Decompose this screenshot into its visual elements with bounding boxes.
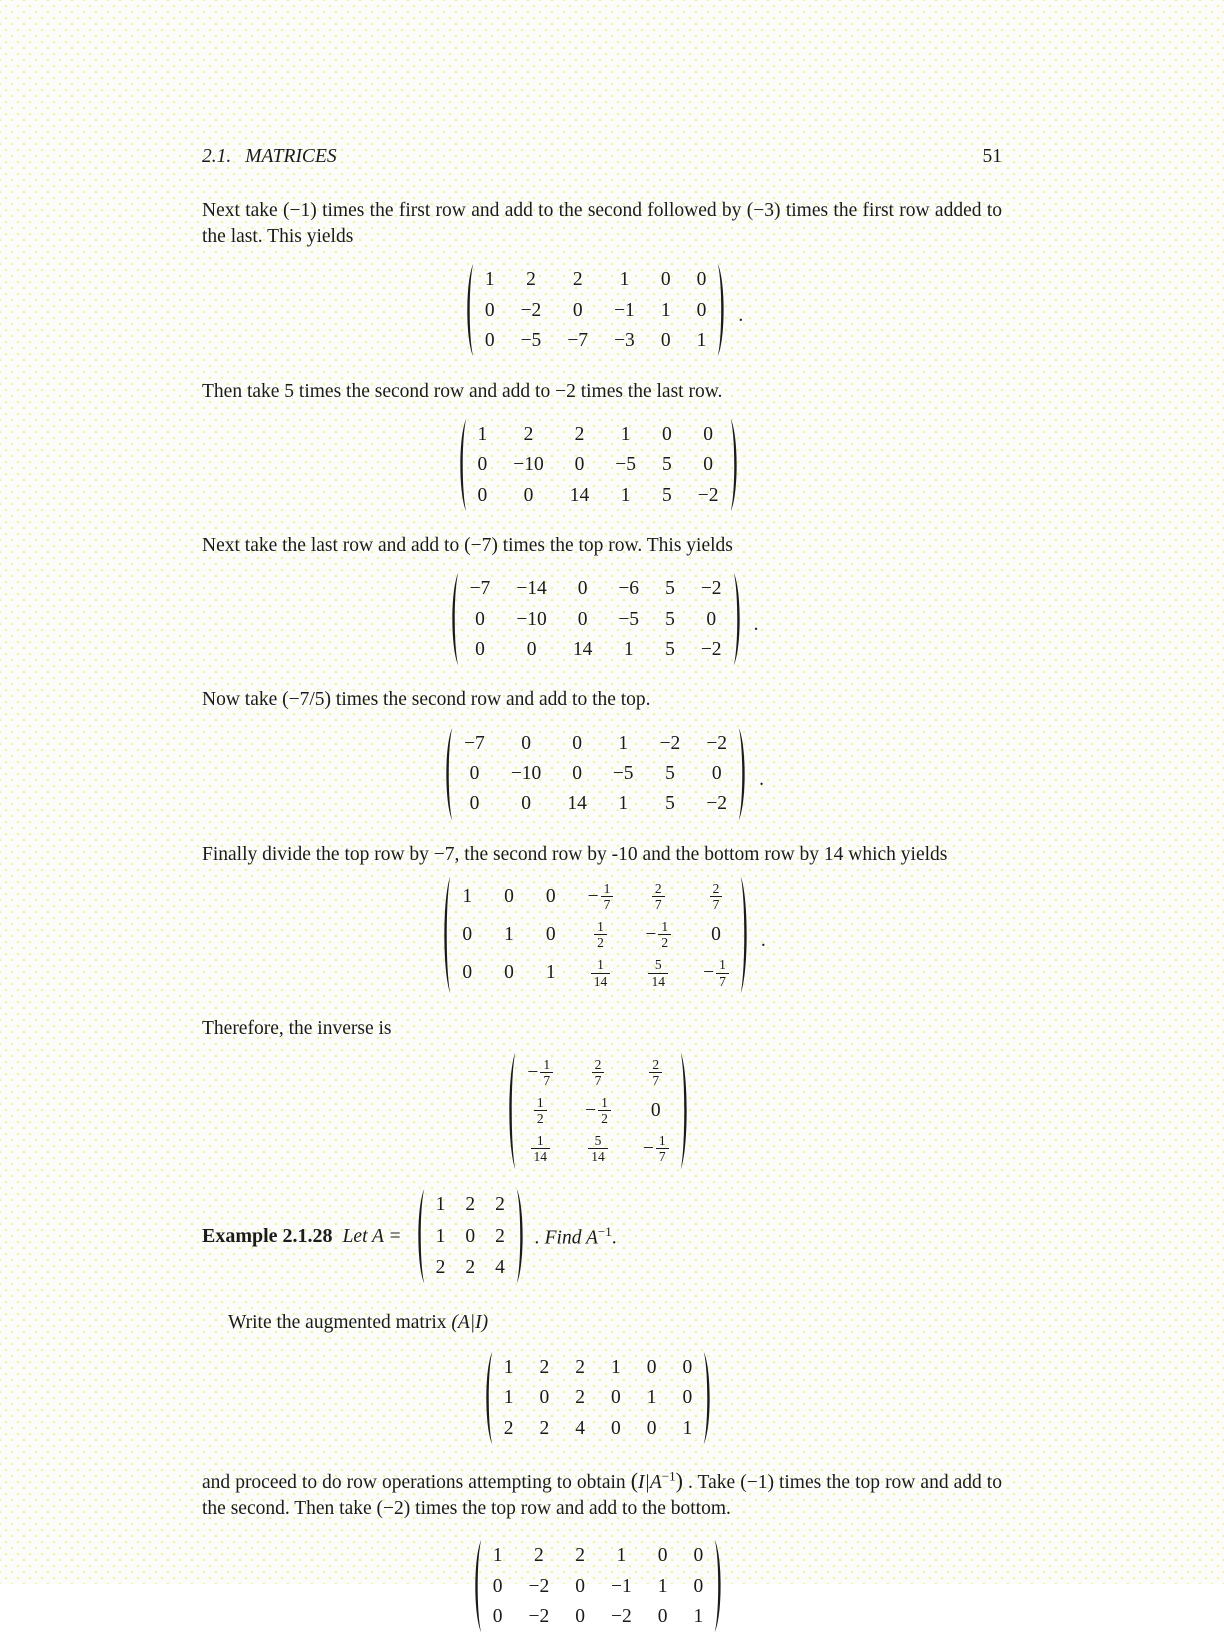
matrix-cell: 0: [693, 1575, 704, 1597]
matrix-cell: 0: [574, 454, 585, 476]
matrix-cell: 2: [539, 1356, 550, 1378]
period: .: [611, 1227, 617, 1249]
matrix-cell: 1: [646, 1387, 657, 1409]
matrix-cell: 1: [611, 1356, 621, 1378]
matrix-cell: 5: [665, 578, 675, 600]
left-paren: [454, 417, 468, 513]
matrix-cell: 0: [484, 299, 495, 321]
matrix-cell: 0: [521, 793, 531, 815]
matrix-cell: 0: [650, 1099, 661, 1121]
matrix-cell: −10: [513, 454, 544, 476]
matrix-cell: −2: [611, 1606, 632, 1628]
matrix-cell: 0: [711, 763, 722, 784]
paragraph-8-text-cont: . Take (−1) times the top row and add to the second. Then take (−2) times the top row and add to the bottom.: [202, 1472, 1002, 1520]
matrix-cell: 0: [682, 1387, 693, 1409]
matrix-cell: 0: [477, 484, 488, 506]
page-number: 51: [982, 146, 1002, 167]
matrix-cell: 4: [495, 1257, 505, 1279]
matrix: [440, 726, 751, 822]
matrix-cell: [710, 881, 723, 912]
matrix-cell: 0: [504, 885, 514, 907]
left-paren: [480, 1350, 494, 1446]
right-paren: [515, 1187, 529, 1285]
matrix-cell: [643, 1133, 669, 1164]
right-paren: [713, 1538, 727, 1634]
find-text: . Find A: [534, 1227, 598, 1249]
matrix-cell: 0: [662, 423, 672, 445]
matrix-cell: 14: [567, 793, 587, 815]
fraction: $\frac{1}{7}$: [656, 1133, 669, 1164]
left-paren: [469, 1538, 483, 1634]
matrix-cell: −1: [611, 1575, 632, 1597]
right-paren: [729, 417, 743, 513]
matrix-cell: [588, 1133, 608, 1164]
matrix-cell: 0: [526, 639, 537, 660]
fraction: $\frac{2}{7}$: [652, 881, 665, 912]
matrix-cell: 0: [577, 578, 588, 600]
fraction: $\frac{1}{7}$: [601, 881, 614, 912]
matrix-cell: −2: [528, 1575, 550, 1597]
matrix-cell: 2: [575, 1545, 585, 1567]
matrix-cell: 0: [504, 962, 514, 984]
matrix-cell: −7: [567, 330, 589, 352]
matrix-cell: 1: [492, 1545, 503, 1567]
open-paren: (: [630, 1468, 639, 1494]
paragraph-4: Now take (−7/5) times the second row and add to the top.: [202, 689, 651, 711]
matrix-cell: 0: [462, 962, 473, 984]
matrix-cell: 0: [539, 1387, 550, 1409]
example-2-1-28: [202, 1187, 1002, 1285]
matrix-cell: 0: [703, 423, 713, 445]
matrix-body: [468, 417, 729, 513]
matrix-cell: 1: [620, 484, 631, 506]
left-paren: [503, 1050, 517, 1172]
punctuation: .: [760, 929, 766, 951]
matrix-cell: 1: [545, 962, 556, 984]
inverse-notation: I|A: [638, 1472, 662, 1494]
fraction-sign: −: [642, 1138, 654, 1160]
matrix-cell: 5: [665, 639, 675, 660]
matrix-cell: 0: [572, 732, 582, 754]
matrix-cell: 2: [572, 269, 583, 291]
matrix-cell: 1: [618, 793, 629, 815]
left-paren: [440, 726, 454, 822]
matrix-cell: −2: [528, 1606, 550, 1628]
fraction-sign: −: [527, 1061, 539, 1083]
fraction-sign: −: [585, 1099, 597, 1121]
matrix-cell: 1: [616, 1545, 627, 1567]
matrix-display-6: [202, 1050, 1002, 1172]
matrix-cell: 5: [665, 763, 675, 784]
matrix-cell: 1: [620, 423, 631, 445]
fraction: $\frac{1}{2}$: [594, 919, 607, 950]
fraction: $\frac{1}{7}$: [540, 1057, 553, 1088]
section-title: MATRICES: [245, 146, 337, 167]
matrix-cell: 0: [703, 454, 713, 476]
matrix-cell: 0: [575, 1575, 585, 1597]
superscript: −1: [661, 1468, 676, 1484]
matrix-cell: 2: [534, 1545, 544, 1567]
matrix-cell: −1: [614, 299, 635, 321]
matrix-cell: 14: [569, 484, 590, 506]
paragraph-7-text: Write the augmented matrix: [228, 1311, 452, 1333]
paragraph-7: [228, 1310, 1002, 1336]
matrix-display-8: [202, 1538, 1002, 1634]
matrix-cell: 5: [662, 454, 672, 476]
matrix-cell: 0: [660, 269, 671, 291]
paragraph-5: Finally divide the top row by −7, the second row by -10 and the bottom row by 14 which yields: [202, 843, 948, 865]
example-question: [535, 1224, 617, 1250]
matrix-cell: −5: [618, 608, 640, 630]
matrix-body: [517, 1050, 678, 1172]
matrix-cell: [591, 957, 611, 988]
matrix-cell: −5: [612, 763, 634, 784]
section-number: 2.1.: [202, 146, 232, 167]
matrix-cell: 2: [526, 269, 536, 291]
matrix-cell: 0: [611, 1417, 621, 1439]
close-paren: ): [675, 1468, 683, 1494]
matrix-cell: 0: [477, 454, 488, 476]
paragraph-6: Therefore, the inverse is: [202, 1017, 392, 1039]
matrix: [454, 417, 743, 513]
matrix-cell: [531, 1133, 551, 1164]
matrix-cell: 5: [662, 484, 672, 506]
matrix-cell: 0: [492, 1606, 503, 1628]
paragraph-2: Then take 5 times the second row and add to −2 times the last row.: [202, 380, 723, 402]
matrix-cell: [594, 919, 607, 950]
matrix-cell: 14: [572, 639, 593, 660]
matrix-cell: 0: [469, 763, 480, 784]
punctuation: .: [759, 768, 764, 790]
matrix-cell: −7: [464, 732, 485, 754]
matrix-cell: 0: [646, 1417, 657, 1439]
right-paren: [737, 726, 751, 822]
matrix-body: [494, 1350, 703, 1446]
right-paren: [716, 262, 730, 358]
fraction: $\frac{1}{14}$: [591, 957, 611, 988]
matrix: [446, 571, 746, 667]
fraction: $\frac{2}{7}$: [710, 881, 723, 912]
matrix: [503, 1050, 692, 1172]
matrix-cell: 1: [682, 1417, 693, 1439]
matrix-cell: −5: [520, 330, 542, 352]
matrix-cell: 2: [435, 1257, 446, 1279]
fraction: $\frac{1}{2}$: [598, 1095, 611, 1126]
matrix-cell: 2: [575, 1387, 585, 1409]
fraction: $\frac{5}{14}$: [588, 1133, 608, 1164]
matrix-cell: −3: [614, 330, 635, 352]
matrix-cell: 0: [682, 1356, 693, 1378]
fraction: $\frac{2}{7}$: [592, 1057, 605, 1088]
matrix-body: [426, 1187, 515, 1285]
matrix-cell: 0: [475, 608, 485, 630]
matrix-cell: −6: [618, 578, 640, 600]
matrix: [480, 1350, 717, 1446]
matrix-cell: [527, 1057, 553, 1088]
matrix-cell: 0: [577, 608, 588, 630]
augmented-matrix-notation: (A|I): [451, 1311, 489, 1333]
fraction: $\frac{1}{7}$: [716, 957, 729, 988]
matrix-cell: 0: [657, 1545, 668, 1567]
matrix-cell: 5: [665, 793, 675, 815]
matrix-cell: 1: [623, 639, 634, 660]
matrix-cell: 2: [575, 1356, 585, 1378]
matrix-cell: 0: [492, 1575, 503, 1597]
matrix-cell: 5: [665, 608, 675, 630]
matrix-cell: 1: [618, 732, 629, 754]
matrix-cell: 2: [503, 1417, 514, 1439]
matrix-display-5: [202, 874, 1002, 996]
fraction: $\frac{5}{14}$: [648, 957, 668, 988]
matrix-cell: 1: [619, 269, 630, 291]
matrix-cell: [649, 1057, 662, 1088]
matrix-cell: 0: [465, 1225, 476, 1247]
matrix-cell: 1: [504, 924, 514, 946]
paragraph-8-text: and proceed to do row operations attempting to obtain: [202, 1472, 631, 1494]
matrix-cell: 1: [503, 1356, 514, 1378]
matrix-cell: 0: [572, 299, 583, 321]
matrix-cell: −2: [700, 578, 722, 600]
matrix-cell: 0: [523, 484, 534, 506]
matrix-cell: [534, 1095, 547, 1126]
matrix-body: [460, 571, 732, 667]
matrix-cell: −2: [706, 732, 728, 754]
matrix-cell: [652, 881, 665, 912]
matrix-cell: 2: [539, 1417, 550, 1439]
matrix-cell: 1: [693, 1606, 704, 1628]
matrix-body: [452, 874, 739, 996]
right-paren: [702, 1350, 716, 1446]
matrix: [469, 1538, 728, 1634]
matrix-cell: 0: [706, 608, 717, 630]
example-lead: Let A =: [342, 1225, 402, 1247]
matrix-display-7: [202, 1350, 1002, 1446]
matrix-cell: 2: [495, 1194, 505, 1216]
matrix-body: [454, 726, 737, 822]
matrix-cell: [585, 1095, 611, 1126]
matrix-cell: 1: [435, 1225, 446, 1247]
matrix-cell: 0: [657, 1606, 668, 1628]
paragraph-1: Next take (−1) times the first row and add to the second followed by (−3) times the first row added to the last. This yields: [202, 200, 1002, 248]
matrix-cell: 0: [462, 924, 473, 946]
fraction: $\frac{1}{2}$: [658, 919, 671, 950]
matrix-cell: 0: [521, 732, 531, 754]
left-paren: [412, 1187, 426, 1285]
matrix-cell: [703, 957, 729, 988]
matrix-cell: −2: [520, 299, 542, 321]
fraction: $\frac{2}{7}$: [649, 1057, 662, 1088]
matrix-cell: 1: [503, 1387, 514, 1409]
matrix: [461, 262, 731, 358]
matrix-cell: 1: [477, 423, 488, 445]
matrix: [438, 874, 753, 996]
right-paren: [739, 874, 753, 996]
fraction-sign: −: [703, 962, 715, 984]
matrix-cell: 0: [475, 639, 485, 660]
matrix-cell: 2: [495, 1225, 505, 1247]
matrix-cell: −10: [510, 763, 542, 784]
matrix-cell: 1: [462, 885, 473, 907]
matrix-cell: [592, 1057, 605, 1088]
matrix-body: [483, 1538, 714, 1634]
matrix-cell: 2: [465, 1257, 476, 1279]
matrix-cell: 1: [657, 1575, 668, 1597]
matrix-cell: −2: [700, 639, 722, 660]
matrix-display-1: [202, 262, 1002, 358]
section-heading: [202, 146, 337, 168]
left-paren: [446, 571, 460, 667]
matrix-cell: 0: [572, 763, 582, 784]
matrix-cell: 2: [465, 1194, 476, 1216]
matrix-cell: 1: [696, 330, 707, 352]
left-paren: [461, 262, 475, 358]
matrix-cell: 1: [484, 269, 495, 291]
superscript: −1: [597, 1223, 612, 1239]
matrix-cell: −14: [516, 578, 547, 600]
matrix-cell: 0: [575, 1606, 585, 1628]
matrix-cell: 2: [574, 423, 585, 445]
right-paren: [679, 1050, 693, 1172]
matrix-cell: 0: [545, 924, 556, 946]
matrix-cell: 0: [611, 1387, 621, 1409]
matrix-cell: 2: [523, 423, 534, 445]
matrix-body: [475, 262, 717, 358]
matrix-display-3: [202, 571, 1002, 667]
matrix-cell: [588, 881, 614, 912]
matrix-cell: −10: [516, 608, 547, 630]
matrix: [412, 1187, 529, 1285]
example-label: Example 2.1.28: [202, 1225, 333, 1248]
matrix-cell: −2: [659, 732, 681, 754]
matrix-cell: 0: [660, 330, 671, 352]
matrix-cell: −7: [469, 578, 491, 600]
paragraph-8: [202, 1466, 1002, 1522]
left-paren: [438, 874, 452, 996]
fraction-sign: −: [587, 885, 599, 907]
fraction-sign: −: [645, 924, 657, 946]
matrix-cell: 0: [484, 330, 495, 352]
matrix-cell: 1: [435, 1194, 446, 1216]
matrix-display-4: [202, 726, 1002, 822]
fraction: $\frac{1}{14}$: [531, 1133, 551, 1164]
matrix-cell: −5: [615, 454, 636, 476]
matrix-cell: [648, 957, 668, 988]
matrix-cell: 0: [469, 793, 480, 815]
matrix-cell: 4: [575, 1417, 585, 1439]
matrix-cell: −2: [706, 793, 728, 815]
running-head: [202, 146, 1002, 168]
matrix-cell: 0: [693, 1545, 704, 1567]
matrix-cell: 1: [660, 299, 671, 321]
matrix-cell: 0: [646, 1356, 657, 1378]
matrix-display-2: [202, 417, 1002, 513]
matrix-cell: −2: [697, 484, 719, 506]
matrix-cell: [645, 919, 671, 950]
matrix-cell: 0: [545, 885, 556, 907]
matrix-cell: 0: [711, 924, 721, 946]
matrix-cell: 0: [696, 269, 707, 291]
right-paren: [732, 571, 746, 667]
punctuation: .: [753, 614, 759, 636]
matrix-cell: 0: [696, 299, 707, 321]
fraction: $\frac{1}{2}$: [534, 1095, 547, 1126]
punctuation: .: [738, 305, 744, 327]
paragraph-3: Next take the last row and add to (−7) times the top row. This yields: [202, 535, 733, 556]
